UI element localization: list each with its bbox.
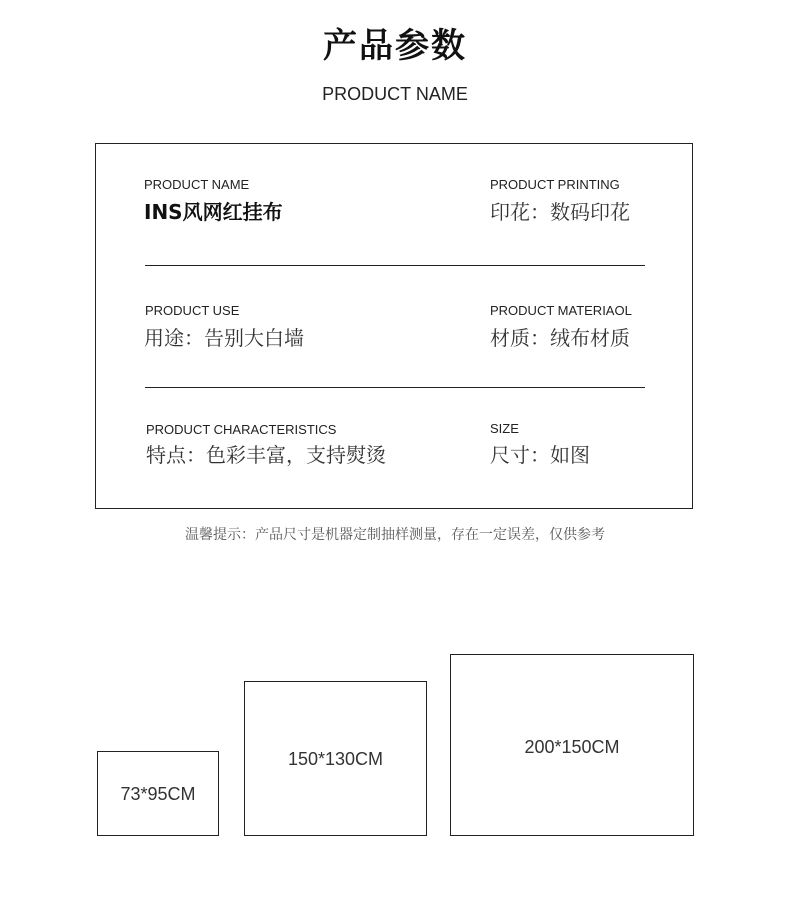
page-title: 产品参数 [323, 26, 467, 66]
spec-label-product-name: PRODUCT NAME [144, 177, 250, 192]
spec-value-product-use: 用途：告别大白墙 [144, 326, 304, 350]
spec-label-product-material: PRODUCT MATERIAOL [490, 303, 632, 318]
spec-value-product-name: INS风网红挂布 [144, 200, 283, 224]
spec-divider-2 [145, 387, 645, 388]
spec-value-product-material: 材质：绒布材质 [490, 326, 630, 350]
spec-value-size: 尺寸：如图 [490, 443, 590, 467]
spec-label-product-characteristics: PRODUCT CHARACTERISTICS [146, 422, 337, 437]
size-box-small [97, 751, 219, 836]
measurement-notice: 温馨提示：产品尺寸是机器定制抽样测量，存在一定误差，仅供参考 [185, 527, 605, 543]
size-box-medium [244, 681, 427, 836]
spec-divider-1 [145, 265, 645, 266]
spec-label-product-printing: PRODUCT PRINTING [490, 177, 620, 192]
spec-label-product-use: PRODUCT USE [145, 303, 240, 318]
spec-value-product-printing: 印花：数码印花 [490, 200, 630, 224]
page-subtitle: PRODUCT NAME [322, 84, 468, 104]
size-label-small: 73*95CM [120, 784, 196, 804]
size-label-large: 200*150CM [524, 737, 620, 757]
spec-table [95, 143, 693, 509]
spec-label-size: SIZE [490, 421, 519, 436]
spec-value-product-characteristics: 特点：色彩丰富，支持熨烫 [146, 443, 386, 467]
size-label-medium: 150*130CM [287, 749, 384, 769]
size-box-large [450, 654, 694, 836]
